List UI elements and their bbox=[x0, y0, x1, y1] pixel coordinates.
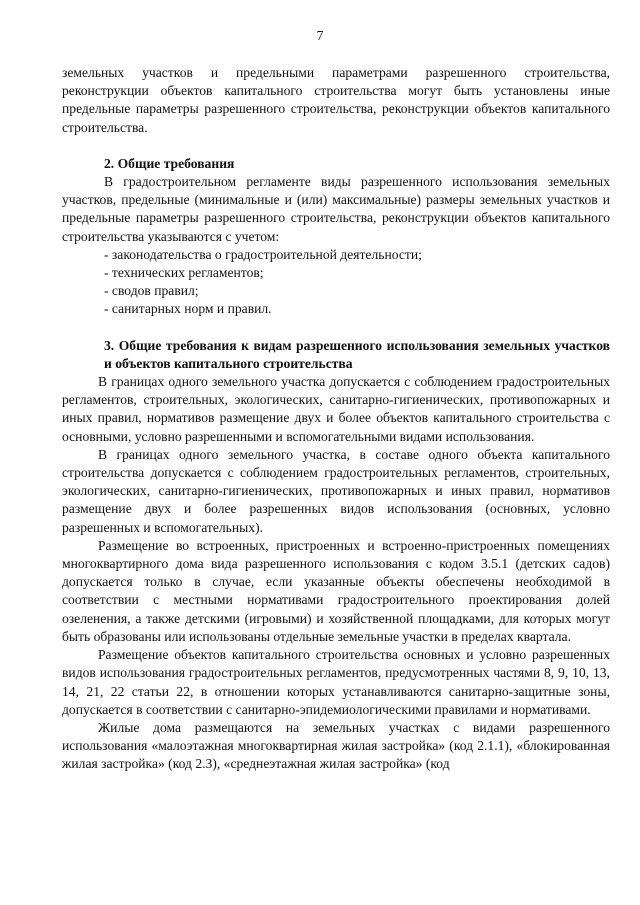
section-2-paragraph: В градостроительном регламенте виды разрешенного использования земельных участков, предельные (минимальные и (или) максимальные) размеры земельных участков и предельные параметры разрешенного строительства, реконструкции объектов капитального строительства указываются с учетом: bbox=[62, 174, 610, 244]
section-3-paragraph: Размещение во встроенных, пристроенных и встроенно-пристроенных помещениях многоквартирного дома вида разрешенного использования с кодом 3.5.1 (детских садов) допускается только в случае, если указанные объекты обеспечены необходимой в соответствии с местными нормативами градостроительного проектирования долей озеленения, а также детскими (игровыми) и хозяйственной площадками, для которых могут быть образованы или использованы отдельные земельные участки в пределах квартала. bbox=[62, 537, 610, 644]
section-2-heading: 2. Общие требования bbox=[104, 155, 235, 171]
list-item: - законодательства о градостроительной деятельности; bbox=[104, 246, 422, 262]
page-number: 7 bbox=[316, 28, 324, 43]
list-item: - санитарных норм и правил. bbox=[104, 301, 272, 317]
list-item: - сводов правил; bbox=[104, 283, 199, 299]
section-3-paragraph: Жилые дома размещаются на земельных участках с видами разрешенного использования «малоэтажная многоквартирная жилая застройка» (код 2.1.1), «блокированная жилая застройка» (код 2.3), «среднеэтажная жилая застройка» (код bbox=[62, 719, 610, 772]
section-3-paragraph: В границах одного земельного участка, в составе одного объекта капитального строительства допускается с соблюдением градостроительных регламентов, строительных, экологических, санитарно-гигиенических, противопожарных и иных правил, нормативов размещение двух и более разрешенных видов использования (основных, условно разрешенных и вспомогательных). bbox=[62, 446, 610, 535]
section-3-paragraph: Размещение объектов капитального строительства основных и условно разрешенных видов использования градостроительных регламентов, предусмотренных частями 8, 9, 10, 13, 14, 21, 22 статьи 22, в отношении которых устанавливаются санитарно-защитные зоны, допускается в соответствии с санитарно-эпидемиологическими правилами и нормативами. bbox=[62, 647, 610, 717]
requirements-list bbox=[62, 246, 610, 319]
document-body bbox=[62, 64, 610, 774]
intro-paragraph: земельных участков и предельными параметрами разрешенного строительства, реконструкции объектов капитального строительства могут быть установлены иные предельные параметры разрешенного строительства, реконструкции объектов капитального строительства. bbox=[62, 65, 610, 135]
section-3-paragraph: В границах одного земельного участка допускается с соблюдением градостроительных регламентов, строительных, экологических, санитарно-гигиенических, противопожарных и иных правил, нормативов размещение двух и более объектов капитального строительства с основными, условно разрешенными и вспомогательными видами использования. bbox=[62, 374, 610, 444]
section-3-heading: 3. Общие требования к видам разрешенного использования земельных участков и объектов капитального строительства bbox=[104, 337, 610, 371]
list-item: - технических регламентов; bbox=[104, 265, 264, 281]
